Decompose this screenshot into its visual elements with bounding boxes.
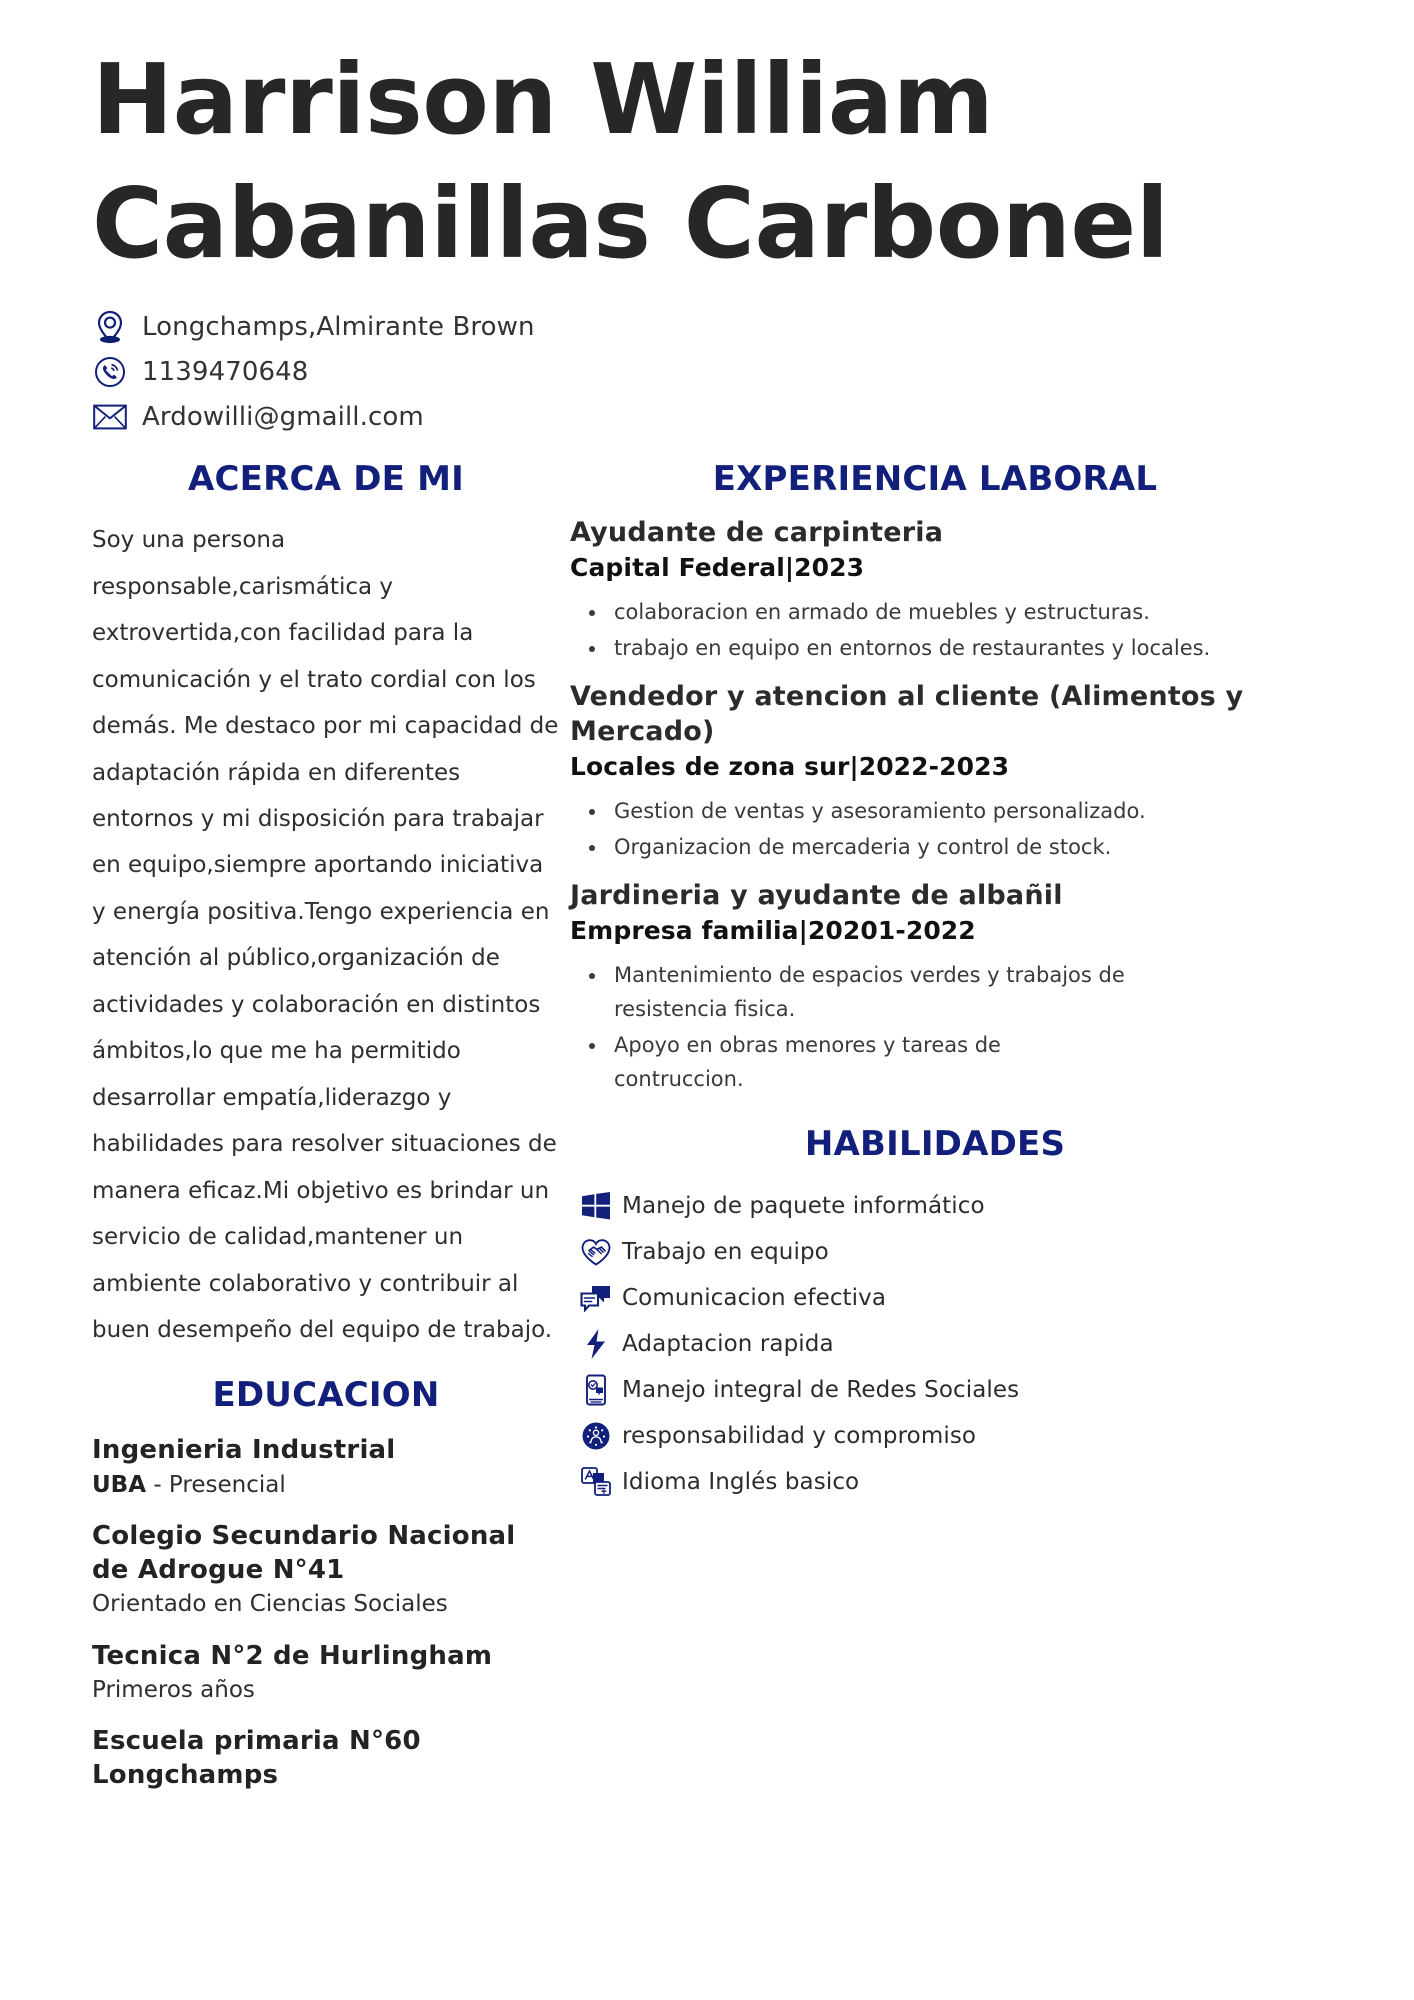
education-list (92, 1433, 560, 1792)
education-item (92, 1519, 560, 1621)
body-columns (0, 459, 1414, 1792)
phone-circle-icon (92, 354, 128, 390)
skill-label: Trabajo en equipo (622, 1239, 829, 1266)
skill-item (574, 1416, 1320, 1456)
experience-role: Ayudante de carpinteria (570, 517, 944, 549)
education-sub: Orientado en Ciencias Sociales (92, 1591, 448, 1618)
experience-bullet: • Mantenimiento de espacios verdes y trabajos de resistencia fisica. (608, 958, 1128, 1026)
education-institution: UBA (92, 1471, 147, 1498)
skill-label: Comunicacion efectiva (622, 1285, 887, 1312)
section-title-about: ACERCA DE MI (188, 459, 464, 500)
skills-list (560, 1186, 1320, 1502)
experience-role: Jardineria y ayudante de albañil (570, 880, 1063, 912)
experience-bullets (570, 958, 1128, 1096)
education-item (92, 1433, 560, 1500)
full-name-line-1: Harrison William (92, 43, 994, 156)
experience-bullets (570, 794, 1320, 864)
contact-phone-text: 1139470648 (142, 356, 309, 387)
contact-location-text: Longchamps,Almirante Brown (142, 311, 535, 342)
skill-item (574, 1370, 1320, 1410)
skill-label: responsabilidad y compromiso (622, 1423, 977, 1450)
experience-item (570, 515, 1320, 665)
section-title-education: EDUCACION (212, 1375, 440, 1416)
skill-label: Manejo de paquete informático (622, 1193, 985, 1220)
education-degree: Ingenieria Industrial (92, 1435, 396, 1466)
windows-logo-icon (574, 1187, 618, 1225)
experience-meta: Locales de zona sur|2022-2023 (570, 752, 1010, 782)
contact-email-text: Ardowilli@gmaill.com (142, 401, 424, 432)
education-modality: - Presencial (146, 1471, 286, 1498)
header-name-block (0, 0, 1414, 286)
education-degree: Tecnica N°2 de Hurlingham (92, 1640, 493, 1671)
skill-label: Idioma Inglés basico (622, 1469, 860, 1496)
section-title-experience: EXPERIENCIA LABORAL (712, 459, 1158, 500)
education-sub (92, 1470, 560, 1501)
contact-phone-row (92, 349, 1414, 394)
badge-circle-icon (574, 1417, 618, 1455)
experience-bullet: • Gestion de ventas y asesoramiento personalizado. (608, 794, 1320, 828)
full-name-line-2: Cabanillas Carbonel (92, 167, 1169, 281)
envelope-icon (92, 399, 128, 435)
experience-item (570, 878, 1320, 1096)
experience-bullets (570, 595, 1320, 665)
contact-block (0, 304, 1414, 439)
education-sub: Primeros años (92, 1676, 255, 1703)
education-item (92, 1724, 560, 1793)
translate-icon (574, 1463, 618, 1501)
skill-item (574, 1324, 1320, 1364)
skill-item (574, 1232, 1320, 1272)
skill-item (574, 1462, 1320, 1502)
lightning-bolt-icon (574, 1325, 618, 1363)
chat-bubbles-icon (574, 1279, 618, 1317)
contact-email-row (92, 394, 1414, 439)
right-column (560, 459, 1320, 1792)
left-column (0, 459, 560, 1792)
experience-item (570, 679, 1320, 864)
skill-item (574, 1186, 1320, 1226)
experience-meta: Capital Federal|2023 (570, 553, 865, 583)
experience-role: Vendedor y atencion al cliente (Alimentos y Mercado) (570, 681, 1244, 748)
experience-bullet: • Organizacion de mercaderia y control de stock. (608, 830, 1320, 864)
education-item (92, 1639, 560, 1706)
skill-label: Manejo integral de Redes Sociales (622, 1377, 1020, 1404)
handshake-heart-icon (574, 1233, 618, 1271)
location-pin-icon (92, 309, 128, 345)
about-paragraph: Soy una persona responsable,carismática y extrovertida,con facilidad para la comunicación y el trato cordial con los demás. Me destaco por mi capacidad de adaptación rápida en diferentes entornos y mi disposición para trabajar en equipo,siempre aportando iniciativa y energía positiva.Tengo experiencia en atención al público,organización de actividades y colaboración en distintos ámbitos,lo que me ha permitido desarrollar empatía,liderazgo y habilidades para resolver situaciones de manera eficaz.Mi objetivo es brindar un servicio de calidad,mantener un ambiente colaborativo y contribuir al buen desempeño del equipo de trabajo. (92, 527, 559, 1344)
skill-label: Adaptacion rapida (622, 1331, 834, 1358)
contact-location-row (92, 304, 1414, 349)
experience-bullet: • Apoyo en obras menores y tareas de contruccion. (608, 1028, 1128, 1096)
experience-bullet: • trabajo en equipo en entornos de restaurantes y locales. (608, 631, 1320, 665)
section-title-skills: HABILIDADES (804, 1124, 1066, 1165)
skill-item (574, 1278, 1320, 1318)
experience-bullet: • colaboracion en armado de muebles y estructuras. (608, 595, 1320, 629)
smartphone-social-icon (574, 1371, 618, 1409)
education-degree: Colegio Secundario Nacional de Adrogue N°41 (92, 1520, 516, 1586)
experience-meta: Empresa familia|20201-2022 (570, 916, 976, 946)
education-degree: Escuela primaria N°60 Longchamps (92, 1725, 421, 1791)
experience-list (560, 515, 1320, 1096)
